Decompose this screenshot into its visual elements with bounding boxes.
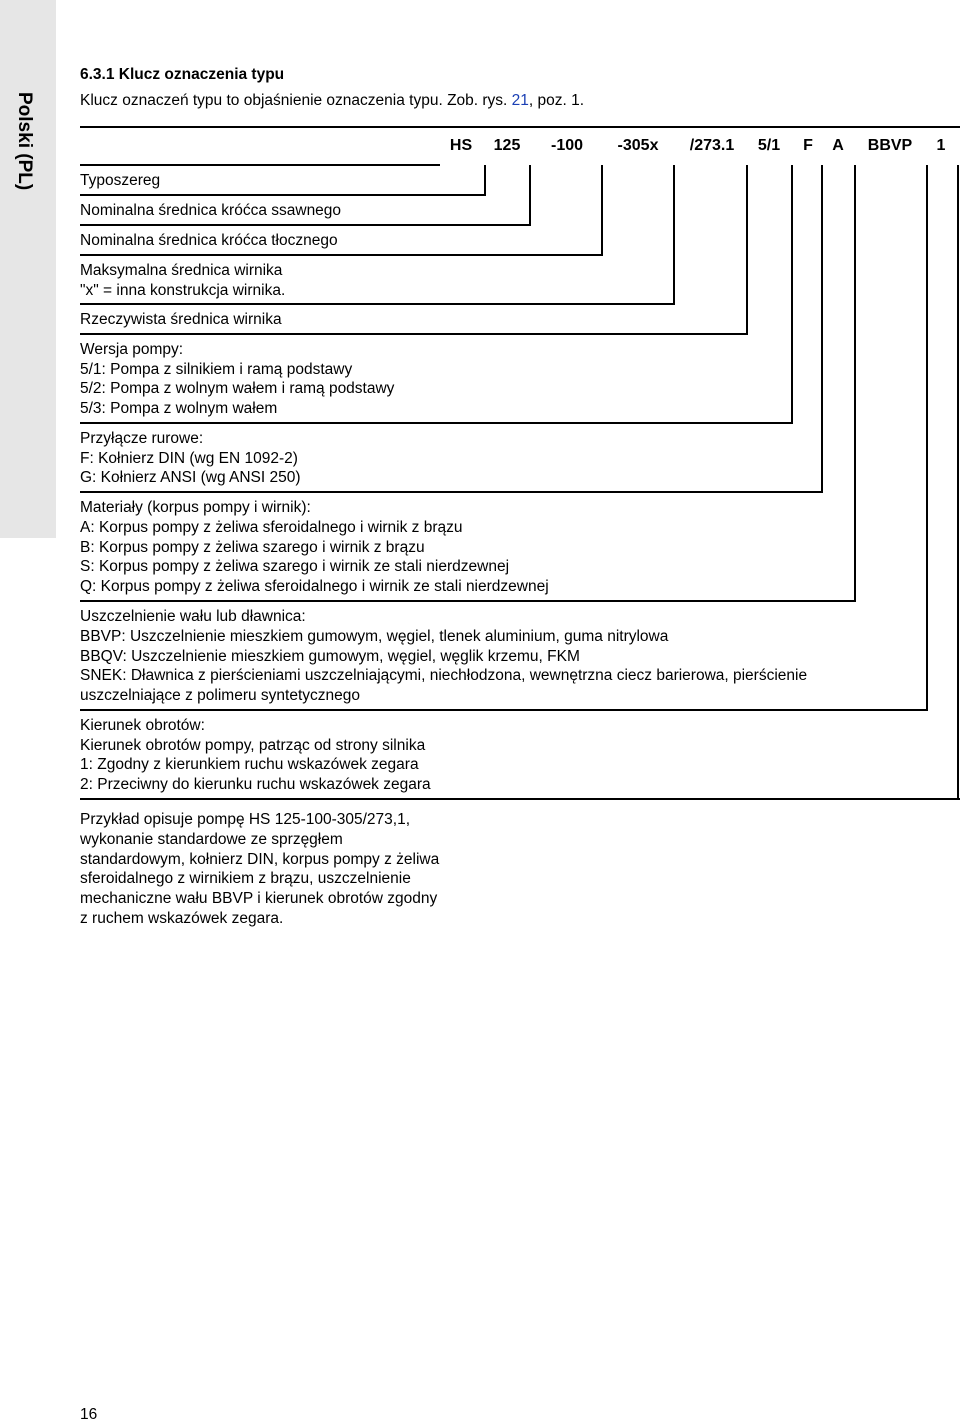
connector-line	[80, 600, 855, 602]
max-impeller-note: "x" = inna konstrukcja wirnika.	[80, 282, 286, 299]
type-code: A	[832, 137, 844, 154]
connector-line	[80, 224, 530, 226]
section-intro	[80, 92, 584, 110]
connector-line	[80, 422, 792, 424]
connector-line	[80, 491, 822, 493]
figure-link[interactable]: 21	[511, 92, 529, 109]
language-side-tab	[0, 0, 56, 538]
type-code: HS	[449, 137, 473, 154]
shaft-seal-option: SNEK: Dławnica z pierścieniami uszczelniającymi, niechłodzona, wewnętrzna ciecz barierowa, pierścienie	[80, 667, 808, 684]
connector-line	[957, 165, 959, 800]
materials-option: B: Korpus pompy z żeliwa szarego i wirnik z brązu	[80, 539, 425, 556]
pipe-connection-option: F: Kołnierz DIN (wg EN 1092-2)	[80, 450, 298, 467]
typ-series-label: Typoszereg	[80, 172, 161, 189]
type-code: -100	[550, 137, 584, 154]
connector-line	[80, 333, 747, 335]
section-heading: 6.3.1 Klucz oznaczenia typu	[80, 66, 285, 83]
rotation-description: Kierunek obrotów pompy, patrząc od strony silnika	[80, 737, 426, 754]
suction-diameter-label: Nominalna średnica króćca ssawnego	[80, 202, 342, 219]
type-code: F	[803, 137, 813, 154]
rotation-option: 1: Zgodny z kierunkiem ruchu wskazówek zegara	[80, 756, 419, 773]
example-line: standardowym, kołnierz DIN, korpus pompy z żeliwa	[80, 851, 440, 868]
type-code: 1	[936, 137, 946, 154]
pipe-connection-title: Przyłącze rurowe:	[80, 430, 204, 447]
type-code: 5/1	[757, 137, 781, 154]
shaft-seal-option: BBVP: Uszczelnienie mieszkiem gumowym, węgiel, tlenek aluminium, guma nitrylowa	[80, 628, 669, 645]
connector-line	[80, 798, 960, 800]
materials-option: Q: Korpus pompy z żeliwa sferoidalnego i wirnik ze stali nierdzewnej	[80, 578, 549, 595]
separator-line	[80, 164, 440, 166]
connector-line	[484, 165, 486, 196]
rotation-title: Kierunek obrotów:	[80, 717, 205, 734]
connector-line	[854, 165, 856, 602]
materials-option: A: Korpus pompy z żeliwa sferoidalnego i wirnik z brązu	[80, 519, 463, 536]
pump-version-option: 5/2: Pompa z wolnym wałem i ramą podstawy	[80, 380, 395, 397]
intro-text-before: Klucz oznaczeń typu to objaśnienie oznaczenia typu. Zob. rys.	[80, 92, 512, 109]
materials-option: S: Korpus pompy z żeliwa szarego i wirnik ze stali nierdzewnej	[80, 558, 510, 575]
connector-line	[926, 165, 928, 711]
example-line: wykonanie standardowe ze sprzęgłem	[80, 831, 343, 848]
connector-line	[529, 165, 531, 226]
pump-version-option: 5/3: Pompa z wolnym wałem	[80, 400, 278, 417]
materials-title: Materiały (korpus pompy i wirnik):	[80, 499, 311, 516]
type-code: 125	[493, 137, 521, 154]
type-code: -305x	[617, 137, 659, 154]
pump-version-title: Wersja pompy:	[80, 341, 184, 358]
shaft-seal-title: Uszczelnienie wału lub dławnica:	[80, 608, 306, 625]
top-rule	[80, 126, 960, 128]
rotation-option: 2: Przeciwny do kierunku ruchu wskazówek zegara	[80, 776, 431, 793]
connector-line	[80, 709, 927, 711]
example-line: z ruchem wskazówek zegara.	[80, 910, 284, 927]
type-code: /273.1	[689, 137, 735, 154]
shaft-seal-option-continued: uszczelniające z polimeru syntetycznego	[80, 687, 360, 704]
type-code: BBVP	[867, 137, 913, 154]
pump-version-option: 5/1: Pompa z silnikiem i ramą podstawy	[80, 361, 353, 378]
language-label: Polski (PL)	[14, 92, 35, 191]
discharge-diameter-label: Nominalna średnica króćca tłocznego	[80, 232, 338, 249]
connector-line	[80, 194, 485, 196]
actual-impeller-label: Rzeczywista średnica wirnika	[80, 311, 282, 328]
example-line: Przykład opisuje pompę HS 125-100-305/273,1,	[80, 811, 411, 828]
example-line: sferoidalnego z wirnikiem z brązu, uszczelnienie	[80, 870, 411, 887]
connector-line	[80, 303, 674, 305]
connector-line	[673, 165, 675, 305]
example-line: mechaniczne wału BBVP i kierunek obrotów zgodny	[80, 890, 438, 907]
max-impeller-label: Maksymalna średnica wirnika	[80, 262, 283, 279]
intro-text-after: , poz. 1.	[528, 92, 585, 109]
connector-line	[791, 165, 793, 424]
connector-line	[80, 254, 602, 256]
shaft-seal-option: BBQV: Uszczelnienie mieszkiem gumowym, węgiel, węglik krzemu, FKM	[80, 648, 580, 665]
connector-line	[821, 165, 823, 493]
page-number: 16	[80, 1406, 98, 1423]
connector-line	[746, 165, 748, 335]
pipe-connection-option: G: Kołnierz ANSI (wg ANSI 250)	[80, 469, 301, 486]
connector-line	[601, 165, 603, 256]
